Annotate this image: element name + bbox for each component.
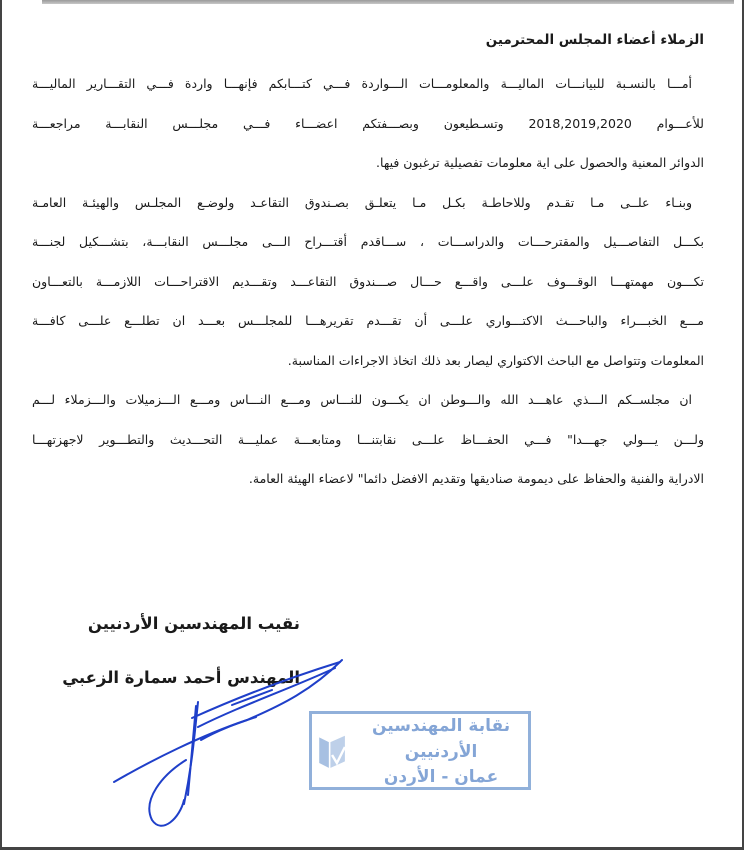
official-stamp bbox=[309, 711, 531, 790]
stamp-text bbox=[354, 713, 528, 789]
text-line: بكـــل التفاصـــيل والمقترحـــات والدراســـات ، ســـاقدم أقتـــراح الـــى مجلـــس النقابـــة، بتشـــكيل لجنـــة bbox=[32, 234, 704, 249]
text-line: المعلومات وتتواصل مع الباحث الاكتواري ليصار بعد ذلك اتخاذ الاجراءات المناسبة. bbox=[287, 352, 704, 368]
paragraph-financial-data bbox=[32, 64, 704, 183]
page-top-edge bbox=[42, 0, 734, 4]
text-line: مـــع الخبـــراء والباحـــث الاكتـــواري علـــى أن تقـــدم تقريرهـــا للمجلـــس بعـــد ان تطلـــع علـــى كافـــة bbox=[32, 313, 704, 328]
text-line: ولـــن يـــولي جهـــدا" فـــي الحفـــاظ علـــى نقابتنـــا ومتابعـــة عمليـــة التحـــديث والتطـــوير لاجهزتهـــا bbox=[32, 431, 704, 447]
paragraph-retirement-fund bbox=[32, 183, 704, 381]
text-line: ان مجلســكم الـــذي عاهـــد الله والـــوطن ان يكـــون للنـــاس ومـــع النـــاس ومـــع الـــزميلات والـــزملاء لـــم bbox=[32, 392, 692, 407]
signatory-title: نقيب المهندسين الأردنيين bbox=[87, 614, 300, 633]
text-line: تكـــون مهمتهـــا الوقـــوف علـــى واقـــع حـــال صـــندوق التقاعـــد وتقـــديم الاقتراحـــات اللازمـــة بالتعـــاون bbox=[32, 273, 704, 289]
text-line: وبنـاء علــى مـا تقـدم وللاحاطـة بكـل مـا يتعلـق بصـندوق التقاعـد ولوضـع المجلـس والهيئـة العامـة bbox=[32, 194, 692, 210]
syndicate-logo-icon bbox=[316, 726, 348, 776]
text-line: أمـــا بالنسـبة للبيانـــات الماليـــة والمعلومـــات الـــواردة فـــي كتـــابكم فإنهـــا واردة فـــي التقـــارير الماليـــة bbox=[32, 76, 692, 91]
text-line: الدوائر المعنية والحصول على اية معلومات تفصيلية ترغبون فيها. bbox=[376, 155, 704, 170]
salutation: الزملاء أعضاء المجلس المحترمين bbox=[485, 32, 704, 48]
stamp-line-2: عمان - الأردن bbox=[383, 766, 499, 787]
text-line: الادراية والفنية والحفاظ على ديمومة صناديقها وتقديم الافضل دائما" لاعضاء الهيئة العامة. bbox=[248, 471, 704, 486]
text-line: للأعـــوام 2018,2019,2020 وتسـطيعون وبصـــفتكم اعضـــاء فـــي مجلـــس النقابـــة مراجعـــة bbox=[32, 115, 704, 131]
signatory-name: المهندس أحمد سمارة الزعبي bbox=[62, 668, 300, 687]
stamp-line-1: نقابة المهندسين الأردنيين bbox=[371, 715, 511, 762]
signature-block bbox=[40, 612, 300, 690]
letter-body bbox=[32, 22, 704, 499]
paragraph-council-commitment bbox=[32, 380, 704, 499]
